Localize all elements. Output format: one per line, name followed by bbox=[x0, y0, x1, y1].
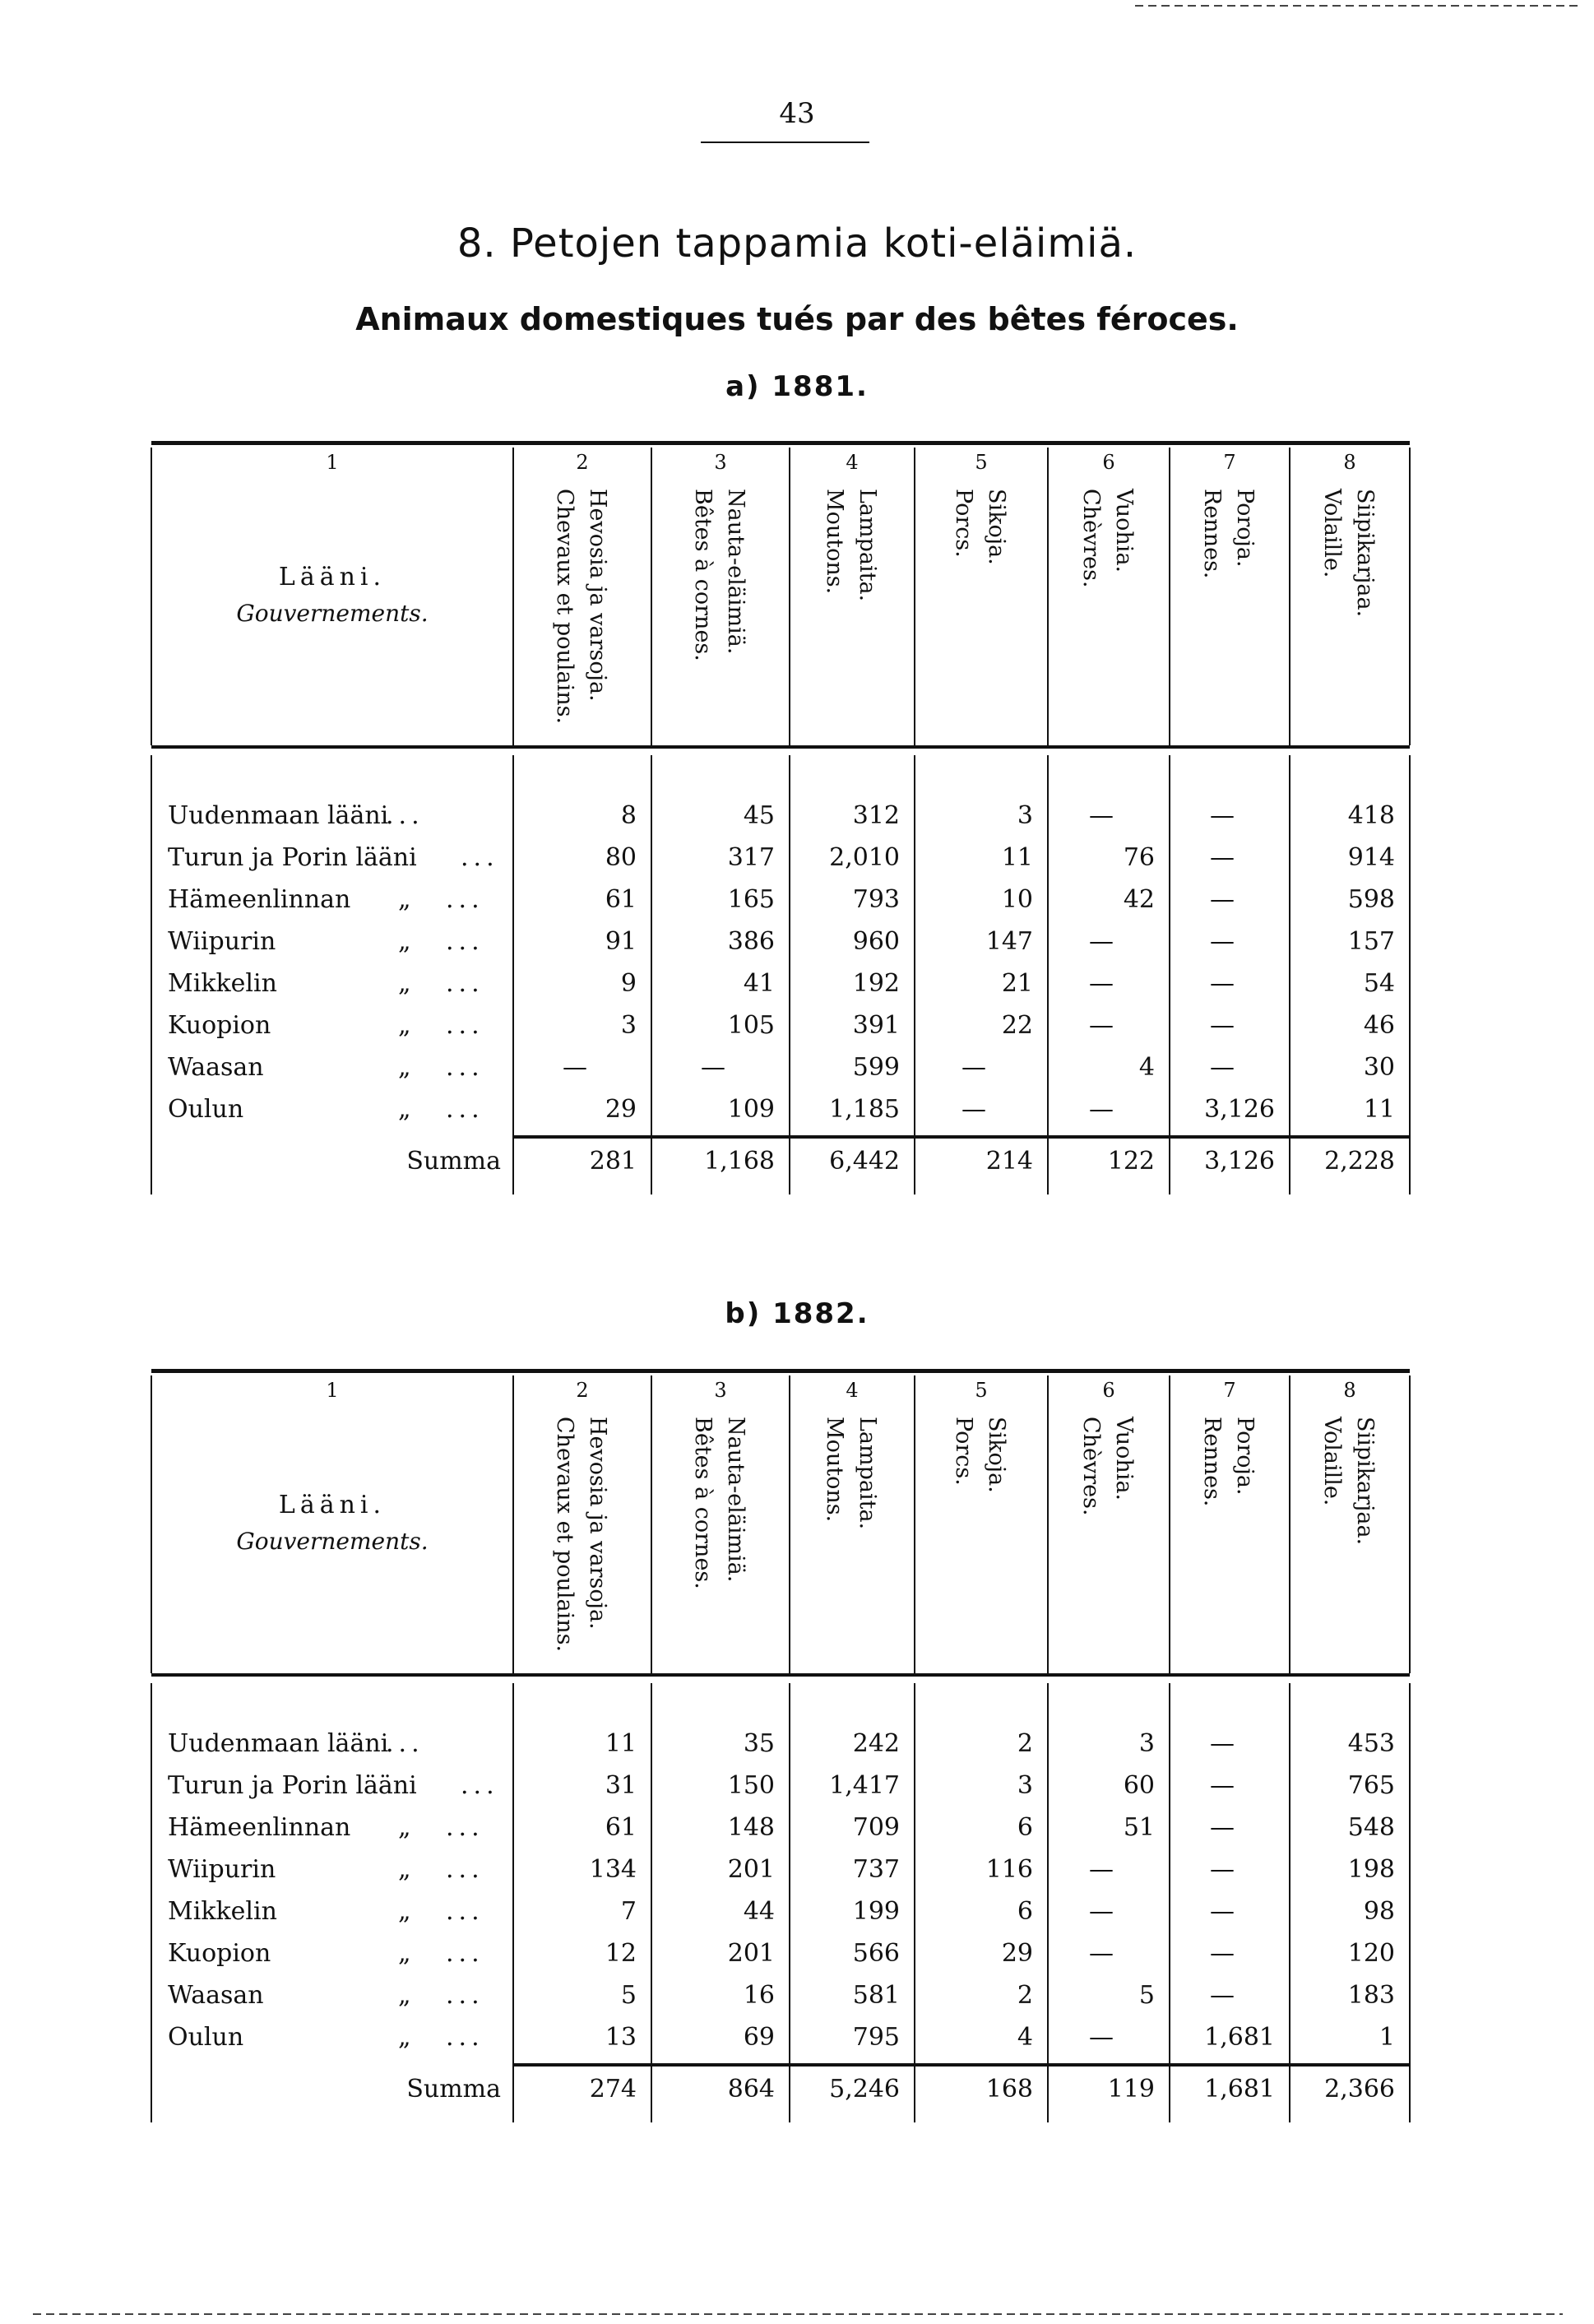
leader-dots: ... bbox=[446, 1813, 484, 1842]
header-bottom-rule bbox=[151, 745, 1410, 749]
row-label: Uudenmaan lääni bbox=[168, 801, 389, 830]
table-cell: 3 bbox=[1017, 1771, 1033, 1800]
column-number: 6 bbox=[1102, 451, 1115, 474]
leader-dots: ... bbox=[446, 969, 484, 998]
column-header-finnish: Sikoja. bbox=[984, 1417, 1009, 1493]
table-cell: — bbox=[1210, 1011, 1235, 1040]
table-cell: 1,417 bbox=[829, 1771, 900, 1800]
table-cell: 147 bbox=[985, 927, 1033, 956]
table-cell: — bbox=[961, 1053, 986, 1082]
table-cell: — bbox=[563, 1053, 587, 1082]
table-row bbox=[151, 1095, 1410, 1136]
column-header-finnish: Lampaita. bbox=[855, 1417, 880, 1530]
column-header-french: Volaille. bbox=[1319, 1417, 1345, 1506]
table-cell: 60 bbox=[1123, 1771, 1155, 1800]
table-cell: 2,010 bbox=[829, 843, 900, 872]
column-header-french: Chèvres. bbox=[1078, 489, 1104, 588]
column-number: 4 bbox=[846, 451, 859, 474]
table-row bbox=[151, 1981, 1410, 2022]
table-row bbox=[151, 801, 1410, 842]
ditto-mark: „ bbox=[398, 1813, 411, 1842]
table-cell: 914 bbox=[1347, 843, 1395, 872]
table-cell: — bbox=[1210, 1729, 1235, 1758]
table-cell: — bbox=[1089, 1897, 1114, 1926]
column-header bbox=[947, 489, 1012, 565]
table-cell: 109 bbox=[727, 1095, 775, 1124]
table-cell: 91 bbox=[605, 927, 637, 956]
column-number: 5 bbox=[975, 1379, 988, 1402]
table-cell: 4 bbox=[1138, 1053, 1155, 1082]
column-divider bbox=[789, 1375, 790, 1673]
table-cell: — bbox=[1089, 1939, 1114, 1968]
column-header-finnish: Siipikarjaa. bbox=[1352, 1417, 1378, 1546]
table-cell: 5 bbox=[620, 1981, 637, 2010]
total-label: Summa bbox=[406, 1147, 501, 1176]
column-header bbox=[1195, 1417, 1261, 1507]
total-cell: 3,126 bbox=[1204, 1147, 1275, 1176]
ditto-mark: „ bbox=[398, 1897, 411, 1926]
table-cell: 3 bbox=[1017, 801, 1033, 830]
column-divider bbox=[1169, 1375, 1170, 1673]
table-cell: 42 bbox=[1123, 885, 1155, 914]
leader-dots: ... bbox=[461, 843, 499, 872]
table-cell: 2 bbox=[1017, 1981, 1033, 2010]
table-cell: — bbox=[1210, 885, 1235, 914]
column-header bbox=[548, 489, 614, 724]
column-header bbox=[818, 489, 883, 601]
ditto-mark: „ bbox=[398, 1939, 411, 1968]
table-cell: 192 bbox=[852, 969, 900, 998]
label-header-french: Gouvernements. bbox=[236, 1528, 429, 1555]
leader-dots: ... bbox=[446, 1095, 484, 1124]
column-header-finnish: Poroja. bbox=[1232, 1417, 1258, 1496]
table-cell: 599 bbox=[852, 1053, 900, 1082]
row-label: Waasan bbox=[168, 1053, 264, 1082]
table-cell: 30 bbox=[1363, 1053, 1395, 1082]
table-cell: 8 bbox=[620, 801, 637, 830]
table-row bbox=[151, 927, 1410, 968]
row-label: Wiipurin bbox=[168, 1855, 276, 1884]
table-cell: — bbox=[1089, 1011, 1114, 1040]
column-header-french: Bêtes à cornes. bbox=[690, 1417, 716, 1589]
table-row bbox=[151, 1855, 1410, 1896]
table-cell: — bbox=[1210, 1939, 1235, 1968]
table-cell: 76 bbox=[1123, 843, 1155, 872]
header-bottom-rule bbox=[151, 1673, 1410, 1677]
table-cell: — bbox=[1210, 1771, 1235, 1800]
ditto-mark: „ bbox=[398, 969, 411, 998]
label-column-header bbox=[151, 1491, 513, 1555]
title-finnish: 8. Petojen tappamia koti-eläimiä. bbox=[456, 220, 1138, 267]
table-cell: 29 bbox=[1001, 1939, 1033, 1968]
column-number: 5 bbox=[975, 451, 988, 474]
column-header-french: Rennes. bbox=[1199, 489, 1225, 579]
table-cell: 737 bbox=[852, 1855, 900, 1884]
table-cell: 35 bbox=[743, 1729, 775, 1758]
column-number: 2 bbox=[576, 451, 589, 474]
total-cell: 6,442 bbox=[829, 1147, 900, 1176]
row-label: Kuopion bbox=[168, 1011, 271, 1040]
column-number: 3 bbox=[714, 451, 727, 474]
column-header-finnish: Nauta-eläimiä. bbox=[723, 1417, 748, 1583]
table-cell: 199 bbox=[852, 1897, 900, 1926]
table-cell: 2 bbox=[1017, 1729, 1033, 1758]
leader-dots: ... bbox=[446, 1897, 484, 1926]
column-number: 4 bbox=[846, 1379, 859, 1402]
table-cell: 793 bbox=[852, 885, 900, 914]
table-cell: 386 bbox=[727, 927, 775, 956]
table-cell: 391 bbox=[852, 1011, 900, 1040]
table-cell: 1,681 bbox=[1204, 2023, 1275, 2052]
table-cell: — bbox=[1089, 969, 1114, 998]
total-cell: 2,366 bbox=[1324, 2075, 1395, 2104]
table-cell: 69 bbox=[743, 2023, 775, 2052]
table-cell: 3,126 bbox=[1204, 1095, 1275, 1124]
table-cell: — bbox=[1089, 2023, 1114, 2052]
column-divider bbox=[789, 448, 790, 745]
table-cell: 6 bbox=[1017, 1897, 1033, 1926]
row-label: Turun ja Porin lääni bbox=[168, 1771, 417, 1800]
column-divider bbox=[1289, 1375, 1290, 1673]
row-label: Turun ja Porin lääni bbox=[168, 843, 417, 872]
table-cell: 9 bbox=[620, 969, 637, 998]
section-title: a) 1881. bbox=[725, 370, 869, 403]
table-cell: 5 bbox=[1138, 1981, 1155, 2010]
table-row bbox=[151, 1053, 1410, 1094]
table-row bbox=[151, 1813, 1410, 1854]
table-cell: 317 bbox=[727, 843, 775, 872]
column-header-french: Rennes. bbox=[1199, 1417, 1225, 1507]
page-number: 43 bbox=[779, 97, 815, 130]
table-cell: 51 bbox=[1123, 1813, 1155, 1842]
table-cell: 1 bbox=[1379, 2023, 1395, 2052]
ditto-mark: „ bbox=[398, 885, 411, 914]
table-cell: — bbox=[1089, 1855, 1114, 1884]
total-rule bbox=[513, 2063, 1410, 2067]
table-row bbox=[151, 843, 1410, 884]
column-number: 1 bbox=[326, 1379, 339, 1402]
column-divider bbox=[1409, 1375, 1411, 1673]
column-header bbox=[947, 1417, 1012, 1493]
column-number: 3 bbox=[714, 1379, 727, 1402]
table-cell: 157 bbox=[1347, 927, 1395, 956]
table-row bbox=[151, 1011, 1410, 1052]
column-header bbox=[686, 489, 752, 661]
row-label: Oulun bbox=[168, 1095, 244, 1124]
column-header-french: Moutons. bbox=[822, 1417, 847, 1523]
label-header-finnish: Lääni. bbox=[278, 1491, 387, 1519]
column-header bbox=[1074, 489, 1140, 588]
table-cell: 11 bbox=[605, 1729, 637, 1758]
total-cell: 119 bbox=[1107, 2075, 1155, 2104]
leader-dots: ... bbox=[446, 1011, 484, 1040]
table-row bbox=[151, 1939, 1410, 1980]
table-cell: 183 bbox=[1347, 1981, 1395, 2010]
total-cell: 5,246 bbox=[829, 2075, 900, 2104]
column-header-finnish: Poroja. bbox=[1232, 489, 1258, 568]
total-cell: 274 bbox=[589, 2075, 637, 2104]
table-cell: — bbox=[961, 1095, 986, 1124]
column-header-finnish: Vuohia. bbox=[1111, 489, 1137, 573]
column-number: 7 bbox=[1223, 451, 1236, 474]
column-header bbox=[1315, 489, 1381, 617]
table-cell: — bbox=[1210, 801, 1235, 830]
column-header bbox=[548, 1417, 614, 1652]
table-cell: 566 bbox=[852, 1939, 900, 1968]
table-cell: 44 bbox=[743, 1897, 775, 1926]
table-cell: 16 bbox=[743, 1981, 775, 2010]
table-cell: 453 bbox=[1347, 1729, 1395, 1758]
total-cell: 214 bbox=[985, 1147, 1033, 1176]
table-cell: 795 bbox=[852, 2023, 900, 2052]
column-number: 8 bbox=[1343, 451, 1356, 474]
table-cell: — bbox=[1089, 801, 1114, 830]
table-cell: — bbox=[701, 1053, 725, 1082]
table-top-rule bbox=[151, 1369, 1410, 1373]
total-row bbox=[151, 1147, 1410, 1188]
table-cell: 22 bbox=[1001, 1011, 1033, 1040]
table-cell: 165 bbox=[727, 885, 775, 914]
ditto-mark: „ bbox=[398, 2023, 411, 2052]
row-label: Hämeenlinnan bbox=[168, 1813, 351, 1842]
column-header-french: Porcs. bbox=[951, 1417, 976, 1486]
total-cell: 281 bbox=[589, 1147, 637, 1176]
table-cell: 201 bbox=[727, 1939, 775, 1968]
column-header-french: Moutons. bbox=[822, 489, 847, 595]
column-number: 7 bbox=[1223, 1379, 1236, 1402]
leader-dots: ... bbox=[446, 1855, 484, 1884]
total-cell: 864 bbox=[727, 2075, 775, 2104]
table-cell: — bbox=[1089, 927, 1114, 956]
column-divider bbox=[1169, 448, 1170, 745]
table-cell: 709 bbox=[852, 1813, 900, 1842]
section-title: b) 1882. bbox=[725, 1297, 869, 1330]
total-label: Summa bbox=[406, 2075, 501, 2104]
column-header-french: Porcs. bbox=[951, 489, 976, 558]
ditto-mark: „ bbox=[398, 1053, 411, 1082]
table-cell: 198 bbox=[1347, 1855, 1395, 1884]
table-cell: 120 bbox=[1347, 1939, 1395, 1968]
table-cell: — bbox=[1210, 843, 1235, 872]
table-cell: 116 bbox=[985, 1855, 1033, 1884]
table-cell: 6 bbox=[1017, 1813, 1033, 1842]
column-divider bbox=[1047, 1375, 1049, 1673]
table-cell: — bbox=[1210, 1855, 1235, 1884]
leader-dots: ... bbox=[461, 1771, 499, 1800]
table-row bbox=[151, 1771, 1410, 1812]
ditto-mark: „ bbox=[398, 1981, 411, 2010]
page-number-rule bbox=[701, 141, 869, 143]
column-header bbox=[686, 1417, 752, 1589]
table-cell: 201 bbox=[727, 1855, 775, 1884]
column-divider bbox=[1409, 448, 1411, 745]
table-row bbox=[151, 1729, 1410, 1770]
column-header-french: Volaille. bbox=[1319, 489, 1345, 578]
leader-dots: ... bbox=[446, 885, 484, 914]
column-divider bbox=[1047, 448, 1049, 745]
table-cell: — bbox=[1210, 1897, 1235, 1926]
table-cell: 41 bbox=[743, 969, 775, 998]
leader-dots: ... bbox=[386, 801, 424, 830]
scan-edge-bottom bbox=[33, 2313, 1563, 2315]
table-cell: 765 bbox=[1347, 1771, 1395, 1800]
ditto-mark: „ bbox=[398, 1855, 411, 1884]
total-cell: 1,168 bbox=[704, 1147, 775, 1176]
table-cell: 150 bbox=[727, 1771, 775, 1800]
column-header-french: Chevaux et poulains. bbox=[552, 489, 577, 725]
table-cell: 418 bbox=[1347, 801, 1395, 830]
column-header-finnish: Vuohia. bbox=[1111, 1417, 1137, 1501]
table-cell: — bbox=[1210, 1981, 1235, 2010]
column-divider bbox=[1289, 448, 1290, 745]
table-cell: 3 bbox=[1138, 1729, 1155, 1758]
leader-dots: ... bbox=[446, 2023, 484, 2052]
statistics-table bbox=[151, 1369, 1410, 2122]
table-cell: 581 bbox=[852, 1981, 900, 2010]
column-number: 2 bbox=[576, 1379, 589, 1402]
column-divider bbox=[914, 448, 915, 745]
column-number: 8 bbox=[1343, 1379, 1356, 1402]
row-label: Wiipurin bbox=[168, 927, 276, 956]
column-header-finnish: Sikoja. bbox=[984, 489, 1009, 565]
column-header-french: Chèvres. bbox=[1078, 1417, 1104, 1516]
table-cell: 598 bbox=[1347, 885, 1395, 914]
total-row bbox=[151, 2075, 1410, 2116]
row-label: Oulun bbox=[168, 2023, 244, 2052]
column-header-finnish: Lampaita. bbox=[855, 489, 880, 602]
table-cell: 10 bbox=[1001, 885, 1033, 914]
table-cell: 31 bbox=[605, 1771, 637, 1800]
scan-edge-top bbox=[1135, 5, 1579, 7]
statistics-table bbox=[151, 441, 1410, 1194]
table-row bbox=[151, 885, 1410, 926]
table-cell: 13 bbox=[605, 2023, 637, 2052]
row-label: Hämeenlinnan bbox=[168, 885, 351, 914]
table-cell: 7 bbox=[620, 1897, 637, 1926]
table-cell: 12 bbox=[605, 1939, 637, 1968]
column-header-french: Bêtes à cornes. bbox=[690, 489, 716, 661]
leader-dots: ... bbox=[446, 1053, 484, 1082]
table-cell: 4 bbox=[1017, 2023, 1033, 2052]
column-divider bbox=[651, 1375, 652, 1673]
total-cell: 1,681 bbox=[1204, 2075, 1275, 2104]
label-header-french: Gouvernements. bbox=[236, 600, 429, 627]
table-cell: 61 bbox=[605, 1813, 637, 1842]
row-label: Mikkelin bbox=[168, 969, 277, 998]
table-cell: 61 bbox=[605, 885, 637, 914]
column-header bbox=[818, 1417, 883, 1529]
column-divider bbox=[651, 448, 652, 745]
table-cell: 54 bbox=[1363, 969, 1395, 998]
table-cell: 242 bbox=[852, 1729, 900, 1758]
table-cell: — bbox=[1210, 1813, 1235, 1842]
total-cell: 122 bbox=[1107, 1147, 1155, 1176]
table-row bbox=[151, 969, 1410, 1010]
row-label: Mikkelin bbox=[168, 1897, 277, 1926]
total-cell: 2,228 bbox=[1324, 1147, 1395, 1176]
ditto-mark: „ bbox=[398, 1011, 411, 1040]
total-rule bbox=[513, 1135, 1410, 1139]
table-cell: 1,185 bbox=[829, 1095, 900, 1124]
table-cell: — bbox=[1210, 969, 1235, 998]
column-header-finnish: Siipikarjaa. bbox=[1352, 489, 1378, 618]
table-cell: 548 bbox=[1347, 1813, 1395, 1842]
column-header-french: Chevaux et poulains. bbox=[552, 1417, 577, 1653]
table-cell: — bbox=[1089, 1095, 1114, 1124]
table-cell: 11 bbox=[1001, 843, 1033, 872]
title-french: Animaux domestiques tués par des bêtes féroces. bbox=[355, 301, 1239, 337]
row-label: Kuopion bbox=[168, 1939, 271, 1968]
table-cell: 148 bbox=[727, 1813, 775, 1842]
column-divider bbox=[914, 1375, 915, 1673]
column-header-finnish: Hevosia ja varsoja. bbox=[585, 1417, 610, 1630]
row-label: Waasan bbox=[168, 1981, 264, 2010]
label-column-header bbox=[151, 563, 513, 627]
leader-dots: ... bbox=[446, 1981, 484, 2010]
table-top-rule bbox=[151, 441, 1410, 445]
table-cell: 80 bbox=[605, 843, 637, 872]
ditto-mark: „ bbox=[398, 1095, 411, 1124]
column-header bbox=[1195, 489, 1261, 579]
table-cell: 21 bbox=[1001, 969, 1033, 998]
table-cell: 134 bbox=[589, 1855, 637, 1884]
table-row bbox=[151, 1897, 1410, 1938]
label-header-finnish: Lääni. bbox=[278, 563, 387, 591]
column-header bbox=[1074, 1417, 1140, 1516]
table-cell: 45 bbox=[743, 801, 775, 830]
leader-dots: ... bbox=[446, 1939, 484, 1968]
table-cell: 46 bbox=[1363, 1011, 1395, 1040]
ditto-mark: „ bbox=[398, 927, 411, 956]
table-cell: — bbox=[1210, 927, 1235, 956]
table-cell: 98 bbox=[1363, 1897, 1395, 1926]
table-cell: 29 bbox=[605, 1095, 637, 1124]
leader-dots: ... bbox=[446, 927, 484, 956]
table-cell: 11 bbox=[1363, 1095, 1395, 1124]
column-header-finnish: Hevosia ja varsoja. bbox=[585, 489, 610, 702]
column-number: 6 bbox=[1102, 1379, 1115, 1402]
column-number: 1 bbox=[326, 451, 339, 474]
column-header bbox=[1315, 1417, 1381, 1545]
table-cell: 105 bbox=[727, 1011, 775, 1040]
table-cell: 960 bbox=[852, 927, 900, 956]
row-label: Uudenmaan lääni bbox=[168, 1729, 389, 1758]
table-cell: — bbox=[1210, 1053, 1235, 1082]
total-cell: 168 bbox=[985, 2075, 1033, 2104]
table-cell: 3 bbox=[620, 1011, 637, 1040]
table-cell: 312 bbox=[852, 801, 900, 830]
column-header-finnish: Nauta-eläimiä. bbox=[723, 489, 748, 655]
table-row bbox=[151, 2023, 1410, 2064]
leader-dots: ... bbox=[386, 1729, 424, 1758]
